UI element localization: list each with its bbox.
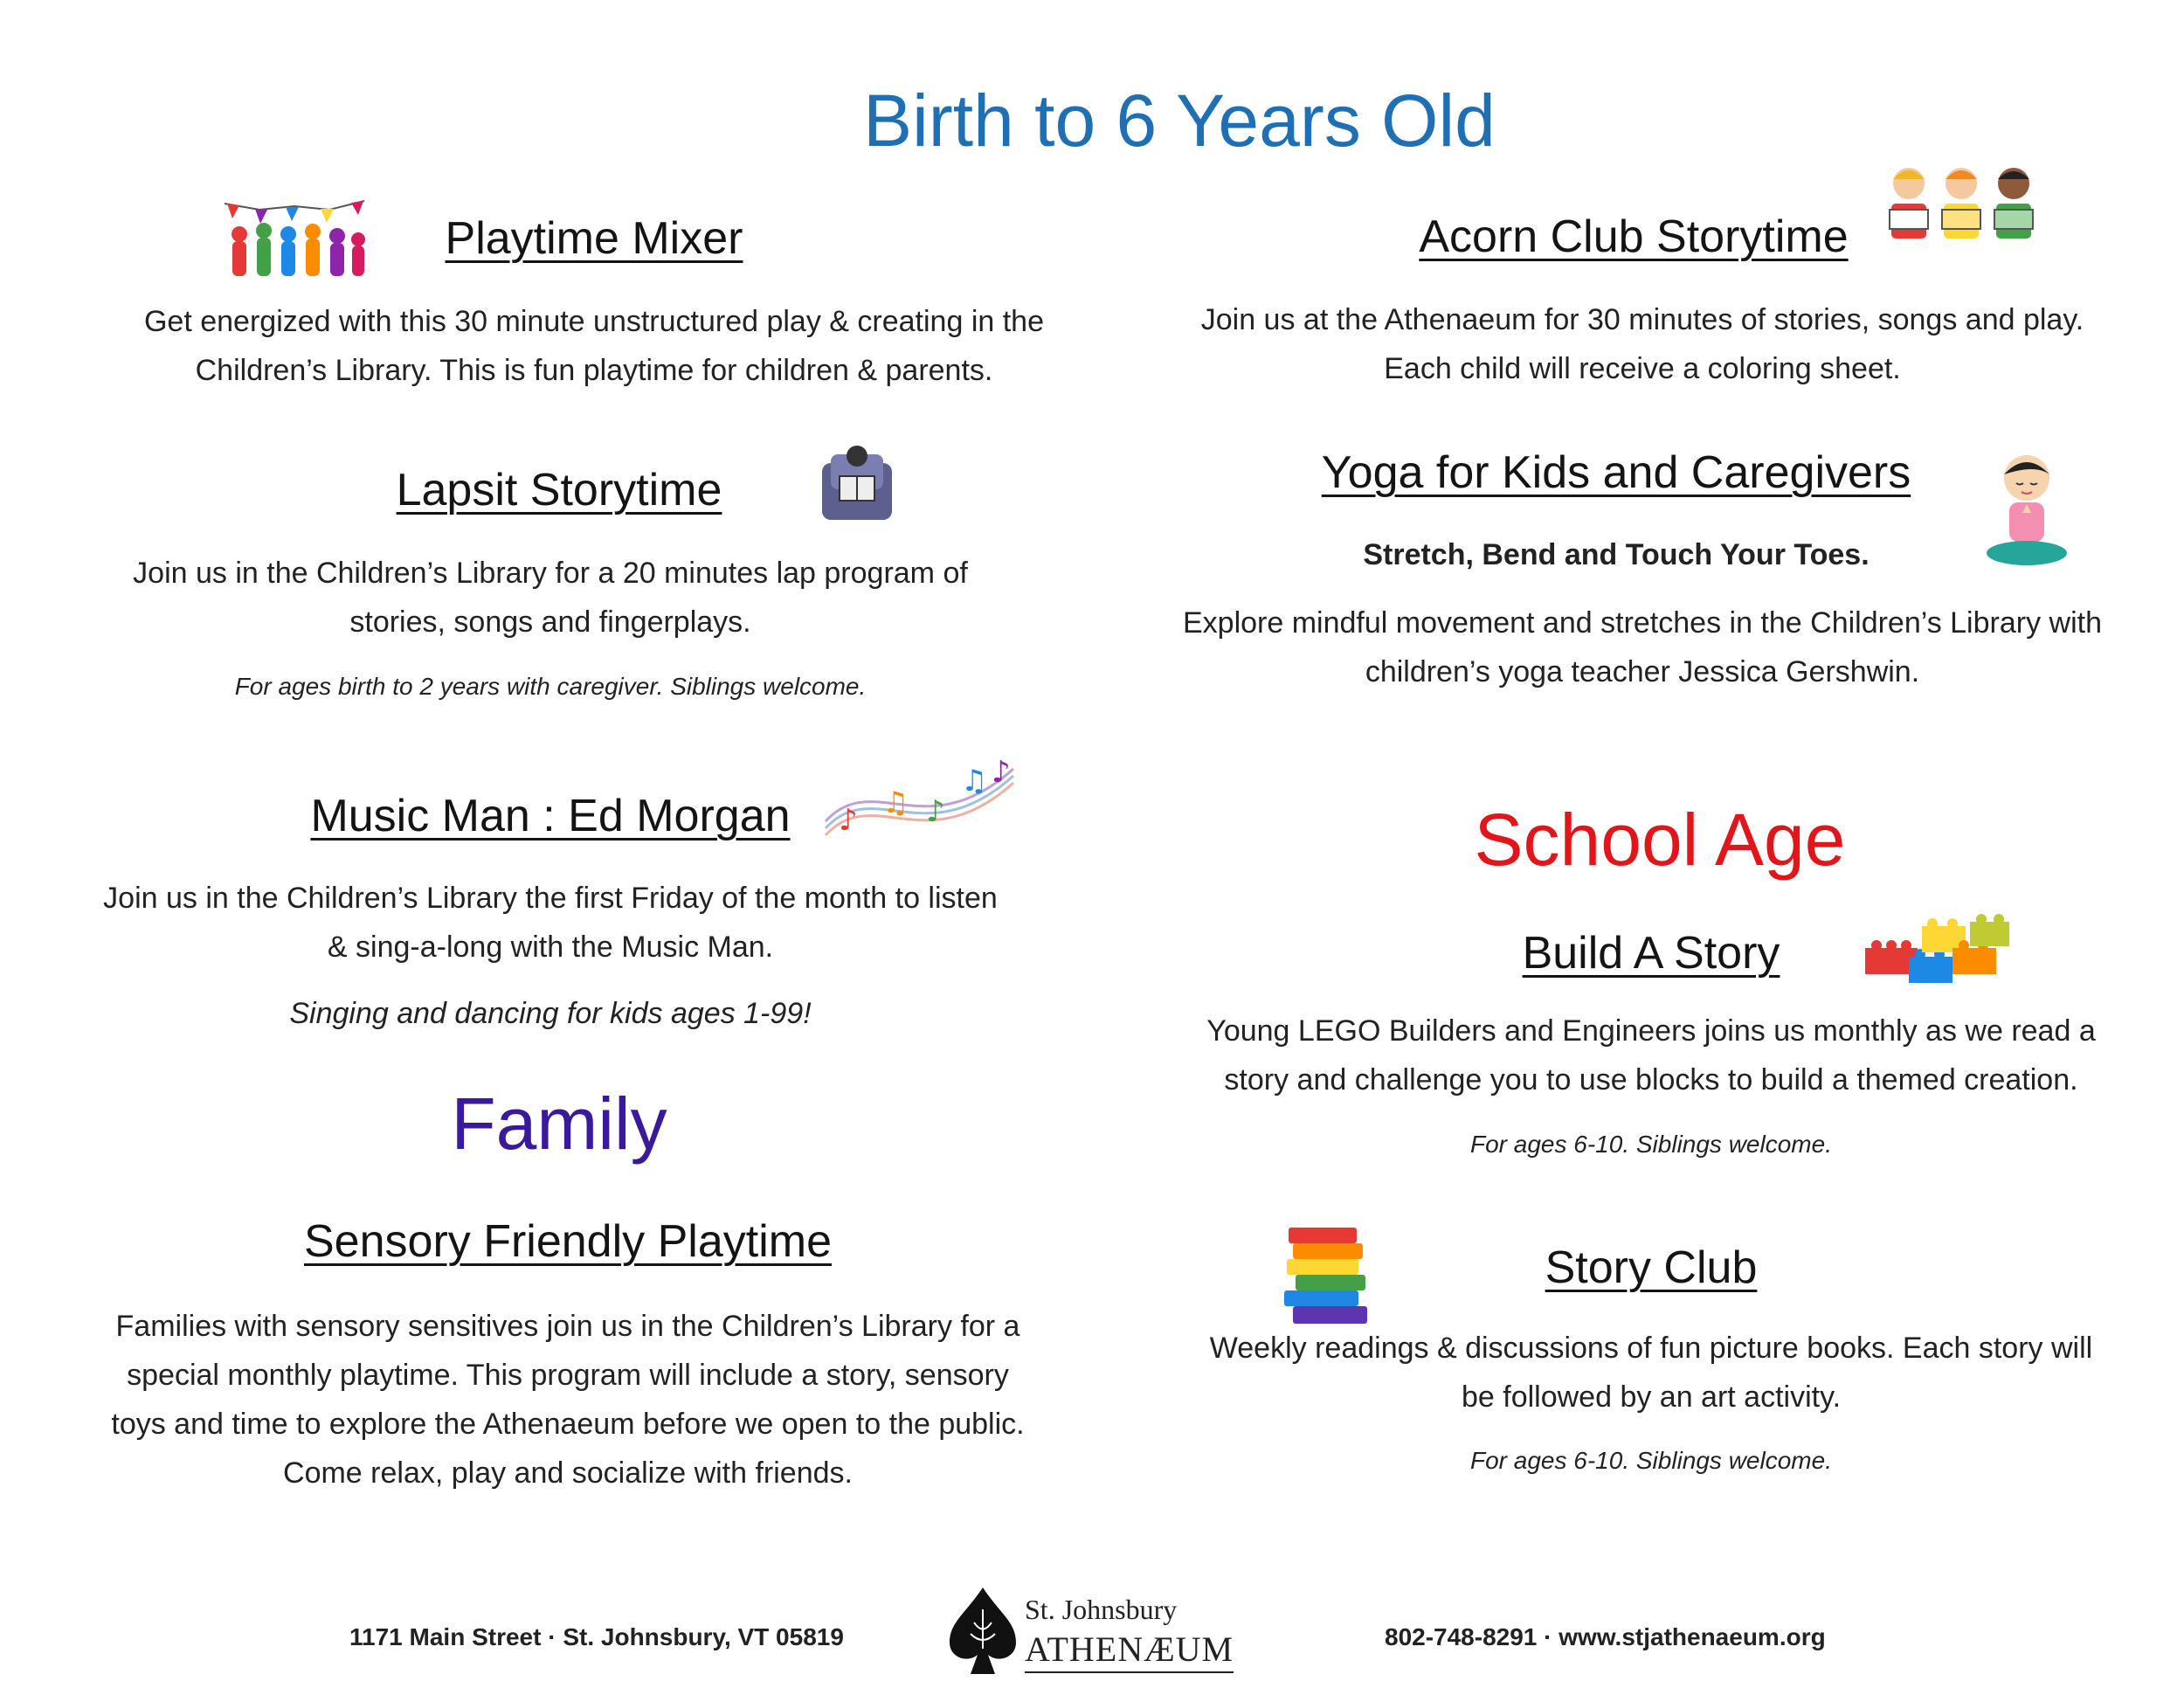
lego-blocks-icon [1861,909,2018,996]
music-man-line-1: Join us in the Children’s Library the first Friday of the month to listen [103,882,998,915]
playtime-mixer-title: Playtime Mixer [445,213,743,264]
build-a-story-note: For ages 6-10. Siblings welcome. [1470,1131,1832,1158]
svg-text:♫: ♫ [882,785,909,820]
playtime-mixer-line-1: Get energized with this 30 minute unstructured play & creating in the [143,305,1044,338]
acorn-club-line-2: Each child will receive a coloring sheet. [1384,352,1901,385]
lapsit-line-2: stories, songs and fingerplays. [349,605,751,639]
music-man-line-2: & sing-a-long with the Music Man. [327,930,774,964]
page-title: Birth to 6 Years Old [863,80,1496,162]
music-man-description [52,874,1048,972]
logo-line-1: St. Johnsbury [1025,1594,1178,1625]
music-notes-icon [821,751,1022,856]
lapsit-description [70,549,1031,647]
acorn-club-title: Acorn Club Storytime [1419,211,1849,262]
story-club-line-2: be followed by an art activity. [1461,1380,1842,1414]
school-age-heading: School Age [1474,799,1846,881]
lapsit-line-1: Join us in the Children’s Library for a 20 minutes lap program of [133,557,968,590]
sensory-playtime-description [52,1302,1083,1498]
build-a-story-line-1: Young LEGO Builders and Engineers joins us monthly as we read a [1206,1014,2096,1048]
playtime-mixer-description [70,297,1118,395]
lapsit-storytime-title: Lapsit Storytime [396,465,722,515]
yoga-tagline: Stretch, Bend and Touch Your Toes. [1363,538,1870,571]
footer-address: 1171 Main Street · St. Johnsbury, VT 05819 [349,1623,844,1650]
svg-text:♪: ♪ [926,794,945,829]
yoga-line-2: children’s yoga teacher Jessica Gershwin. [1365,655,1920,688]
logo-line-2: ATHENÆUM [1025,1629,1234,1673]
music-man-title: Music Man : Ed Morgan [310,791,791,841]
sensory-line-3: toys and time to explore the Athenaeum before we open to the public. [111,1408,1025,1441]
svg-text:♫: ♫ [961,764,988,799]
music-man-note: Singing and dancing for kids ages 1-99! [289,997,812,1030]
story-club-line-1: Weekly readings & discussions of fun picture books. Each story will [1209,1332,2093,1365]
svg-text:♪: ♪ [839,803,858,838]
build-a-story-line-2: story and challenge you to use blocks to build a themed creation. [1224,1063,2078,1097]
acorn-club-description [1144,295,2140,393]
build-a-story-description [1136,1007,2167,1104]
footer-contact: 802-748-8291 · www.stjathenaeum.org [1385,1623,1826,1650]
family-heading: Family [451,1083,667,1165]
sensory-playtime-title: Sensory Friendly Playtime [304,1216,832,1267]
story-club-note: For ages 6-10. Siblings welcome. [1470,1447,1832,1474]
story-club-title: Story Club [1545,1242,1758,1293]
yoga-title: Yoga for Kids and Caregivers [1321,447,1911,498]
sensory-line-1: Families with sensory sensitives join us in the Children’s Library for a [115,1310,1020,1343]
kids-reading-icon [1883,162,2040,249]
svg-text:♪: ♪ [992,755,1011,790]
party-kids-icon [220,190,369,287]
reading-chair-icon [818,437,896,524]
sensory-line-4: Come relax, play and socialize with friends. [283,1456,853,1490]
lapsit-age-note: For ages birth to 2 years with caregiver. Siblings welcome. [234,673,867,700]
yoga-child-icon [1983,450,2070,572]
book-stack-icon [1280,1219,1376,1328]
acorn-club-line-1: Join us at the Athenaeum for 30 minutes of stories, songs and play. [1200,303,2084,336]
athenaeum-logo [948,1583,1234,1679]
yoga-description [1127,598,2158,696]
build-a-story-title: Build A Story [1522,928,1780,979]
playtime-mixer-line-2: Children’s Library. This is fun playtime for children & parents. [195,354,993,387]
spade-emblem-icon [948,1583,1018,1679]
yoga-line-1: Explore mindful movement and stretches in the Children’s Library with [1183,606,2102,640]
story-club-description [1127,1324,2175,1422]
sensory-line-2: special monthly playtime. This program will include a story, sensory [127,1359,1009,1392]
